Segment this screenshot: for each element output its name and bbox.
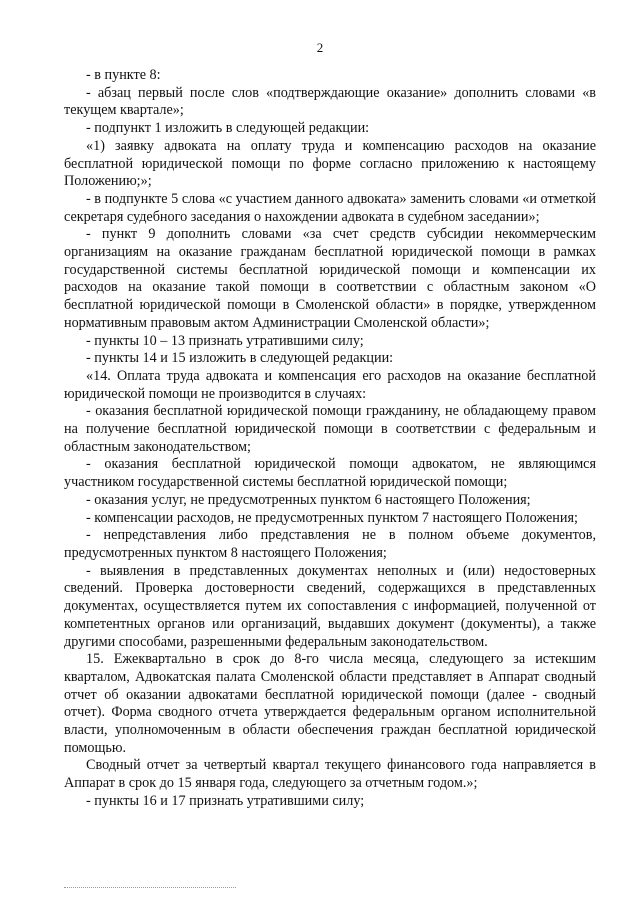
paragraph: 15. Ежеквартально в срок до 8-го числа месяца, следующего за истекшим кварталом, Адвокатская палата Смоленской области представляет в Аппарат сводный отчет об оказании адвокатами бесплатной юридической помощи (далее - сводный отчет). Форма сводного отчета утверждается федеральным органом исполнительной власти, уполномоченным в области обеспечения граждан бесплатной юридической помощью. <box>64 651 596 756</box>
paragraph: - абзац первый после слов «подтверждающие оказание» дополнить словами «в текущем квартале»; <box>64 84 596 119</box>
paragraph: Сводный отчет за четвертый квартал текущего финансового года направляется в Аппарат в срок до 15 января года, следующего за отчетным годом.»; <box>64 757 596 792</box>
paragraph: - компенсации расходов, не предусмотренных пунктом 7 настоящего Положения; <box>86 509 578 526</box>
paragraph: - оказания бесплатной юридической помощи адвокатом, не являющимся участником государственной системы бесплатной юридической помощи; <box>64 456 596 491</box>
footer-divider <box>64 887 236 888</box>
paragraph: «14. Оплата труда адвоката и компенсация его расходов на оказание бесплатной юридической помощи не производится в случаях: <box>64 367 596 402</box>
paragraph: - подпункт 1 изложить в следующей редакции: <box>86 120 370 137</box>
paragraph: - непредставления либо представления не в полном объеме документов, предусмотренных пунктом 8 настоящего Положения; <box>64 527 596 561</box>
document-body <box>64 67 596 811</box>
paragraph: - пункты 10 – 13 признать утратившими силу; <box>86 332 364 349</box>
page-number: 2 <box>316 40 324 55</box>
paragraph: - пункты 16 и 17 признать утратившими силу; <box>86 792 365 809</box>
paragraph: - оказания услуг, не предусмотренных пунктом 6 настоящего Положения; <box>86 491 531 508</box>
paragraph: - пункт 9 дополнить словами «за счет средств субсидии некоммерческим организациям на оказание гражданам бесплатной юридической помощи в рамках государственной системы бесплатной юридической помощи и компенсации их расходов на оказание такой помощи в соответствии с областным законом «О бесплатной юридической помощи в Смоленской области» в порядке, утвержденном нормативным правовым актом Администрации Смоленской области»; <box>64 226 596 331</box>
paragraph: «1) заявку адвоката на оплату труда и компенсацию расходов на оказание бесплатной юридической помощи по форме согласно приложению к настоящему Положению;»; <box>64 137 596 190</box>
paragraph: - в пункте 8: <box>86 67 161 83</box>
paragraph: - в подпункте 5 слова «с участием данного адвоката» заменить словами «и отметкой секретаря судебного заседания о нахождении адвоката в судебном заседании»; <box>64 190 596 225</box>
paragraph: - оказания бесплатной юридической помощи гражданину, не обладающему правом на получение бесплатной юридической помощи в соответствии с федеральным и областным законодательством; <box>64 403 596 455</box>
paragraph: - выявления в представленных документах неполных и (или) недостоверных сведений. Проверка достоверности сведений, содержащихся в представленных документах, осуществляется путем их сопоставления с информацией, полученной от компетентных органов или организаций, выдавших документ (документы), а также другими способами, разрешенными федеральным законодательством. <box>64 562 596 650</box>
paragraph: - пункты 14 и 15 изложить в следующей редакции: <box>86 350 394 367</box>
